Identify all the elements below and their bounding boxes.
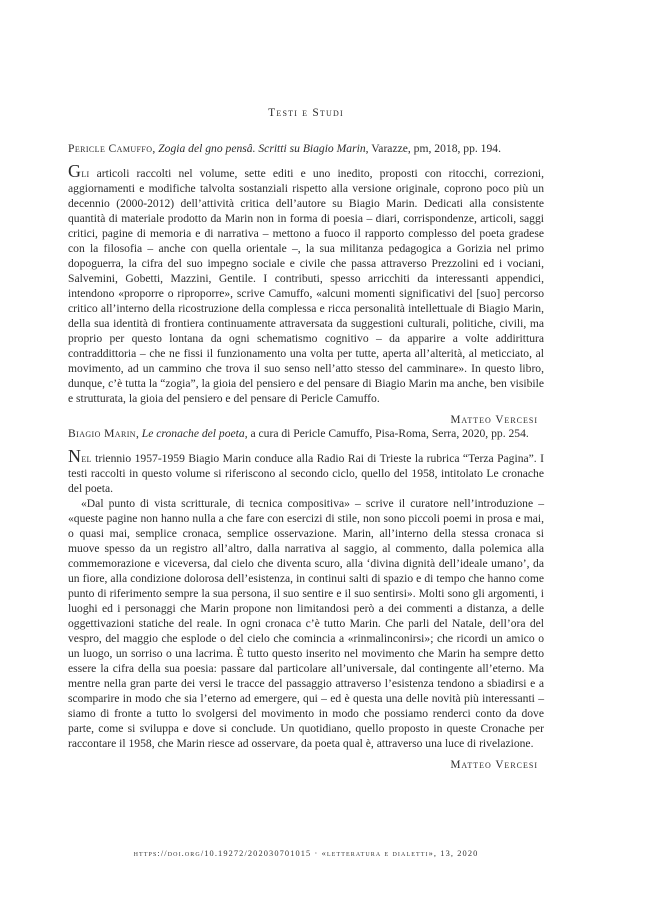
review-1-author: Pericle Camuffo (68, 142, 153, 155)
review-2-lead-word: Nel (68, 446, 92, 466)
review-1-signature: Matteo Vercesi (450, 414, 538, 426)
review-1 (68, 141, 544, 426)
page-footer: https://doi.org/10.19272/202030701015 · «letteratura e dialetti», 13, 2020 (133, 849, 479, 858)
review-2-publication: , a cura di Pericle Camuffo, Pisa-Roma, Serra, 2020, pp. 254. (244, 427, 529, 440)
running-head: Testi e Studi (268, 107, 344, 119)
review-2-paragraph-1: Nel triennio 1957-1959 Biagio Marin conduce alla Radio Rai di Trieste la rubrica “Terza Pagina”. I testi raccolti in questo volume si riferiscono al secondo ciclo, quello del 1958, intitolato Le cronache del poeta. (68, 446, 544, 495)
review-1-lead-word: Gli (68, 161, 90, 181)
review-2-body (68, 446, 544, 751)
review-1-paragraph: Gli articoli raccolti nel volume, sette editi e uno inedito, proposti con ritocchi, correzioni, aggiornamenti e modifiche talvolta sostanziali rispetto alla versione originale, coprono poco più un decennio (2000-2012) dell’attività critica dell’autore su Biagio Marin. Dedicati alla consistente quantità di materiale prodotto da Marin non in forma di poesia – diari, corrispondenze, articoli, saggi critici, pagine di memoria e di narrativa – mettono a fuoco il rapporto complesso del poeta gradese con la filosofia – anche con quella orientale –, la sua militanza pedagogica a Gorizia nel primo dopoguerra, la cifra del suo impegno sociale e civile che passa attraverso Prezzolini ed i vociani, Salvemini, Gobetti, Mazzini, Gentile. I contributi, spesso arricchiti da interessanti appendici, intendono «proporre o riproporre», scrive Camuffo, «alcuni momenti significativi del [suo] percorso critico all’interno della ricostruzione della complessa e ricca personalità intellettuale di Biagio Marin, della sua identità di frontiera continuamente attraversata da suggestioni culturali, politiche, civili, ma proprio per questo lontana da ogni schematismo cognitivo – da apparire a volte addirittura contraddittoria – che ne fissi il funzionamento una volta per tutte, aperta all’alterità, al meticciato, al movimento, ad un cammino che trova il suo senso nell’atto stesso del camminare». In questo libro, dunque, c’è tutta la “zogia”, la gioia del pensiero e del pensare di Biagio Marin ma anche, ben visibile e strutturata, la gioia del pensiero e del pensare di Pericle Camuffo. (68, 161, 544, 405)
review-1-citation: Pericle Camuffo, Zogia del gno pensâ. Scritti su Biagio Marin, Varazze, pm, 2018, pp. 194. (68, 142, 501, 155)
review-2-signature: Matteo Vercesi (450, 759, 538, 771)
review-2 (68, 426, 544, 771)
review-1-body (68, 161, 544, 406)
review-2-author: Biagio Marin (68, 427, 136, 440)
review-2-paragraph-2: «Dal punto di vista scritturale, di tecnica compositiva» – scrive il curatore nell’introduzione – «queste pagine non hanno nulla a che fare con esercizi di stile, non sono piccoli poemi in prosa e mai, o quasi mai, semplice cronaca, semplice osservazione. Marin, all’interno della stessa cronaca si muove spesso da un registro all’altro, dalla narrativa al saggio, al commento, dalla polemica alla commemorazione e viceversa, dal cielo che diventa scuro, alla ‘divina dignità dell’ideale umano’, da un fiore, alla condizione dolorosa dell’esistenza, in continui salti di spazio e di tempo che hanno come punto di riferimento sempre la sua persona, il suo sentire e il suo sentirsi». Molti sono gli argomenti, i luoghi ed i personaggi che Marin propone non limitandosi però a dei commenti a distanza, a delle oggettivazioni statiche del reale. In ogni cronaca c’è tutto Marin. Che parli del Natale, dell’ora del vespro, del maggio che esplode o del cielo che comincia a «rinmalinconirsi»; che ricordi un amico o un luogo, un sorriso o una lacrima. È tutto questo inserito nel movimento che Marin ha sempre detto essere la cifra della sua poesia: passare dal particolare all’universale, dal contingente all’eterno. Ma mentre nella gran parte dei versi le tracce del passaggio attraverso l’esistenza tendono a sbiadirsi e a scomparire in modo che sia l’eterno ad emergere, qui – ed è questa una delle novità più interessanti – siamo di fronte a tutto lo svolgersi del movimento in modo che possiamo renderci conto da dove parte, come si sviluppa e dove si conclude. Un quotidiano, quello proposto in queste Cronache per raccontare il 1958, che Marin riesce ad osservare, da poeta qual è, attraverso una luce di rivelazione. (68, 497, 544, 750)
review-1-title: Zogia del gno pensâ. Scritti su Biagio Marin (158, 142, 366, 155)
review-2-title: Le cronache del poeta (141, 427, 245, 440)
review-2-citation: Biagio Marin, Le cronache del poeta, a cura di Pericle Camuffo, Pisa-Roma, Serra, 2020, pp. 254. (68, 427, 529, 440)
review-1-publication: , Varazze, pm, 2018, pp. 194. (365, 142, 501, 155)
